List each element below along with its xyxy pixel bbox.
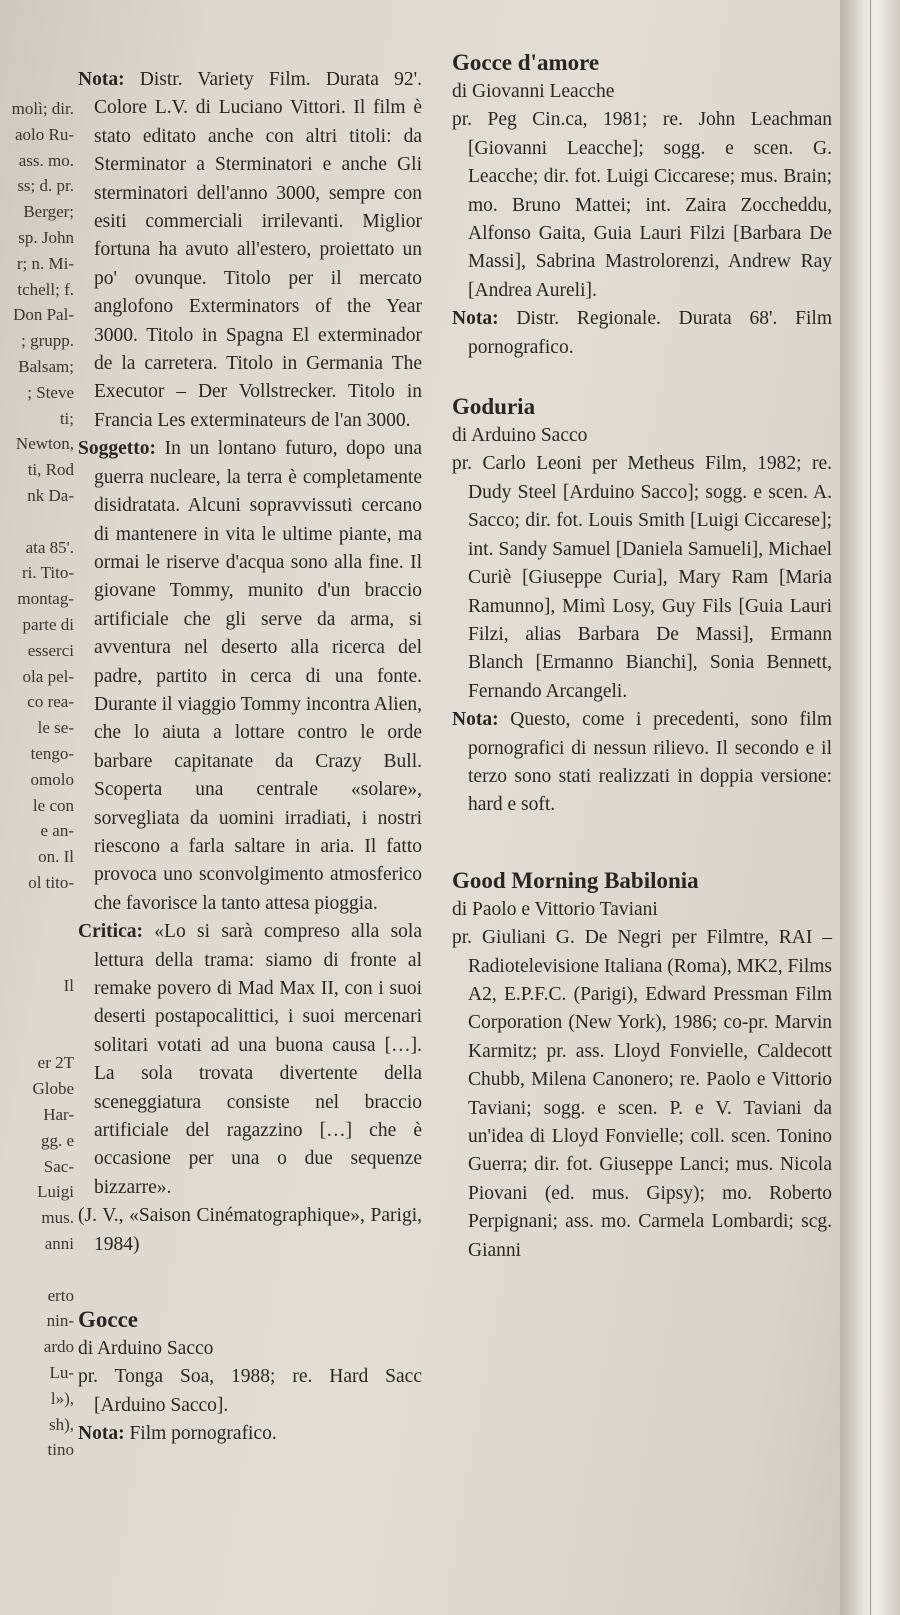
margin-line: ti; <box>59 408 74 428</box>
margin-line <box>0 1257 74 1283</box>
margin-line: e an- <box>40 821 74 841</box>
entry-nota-gocce: Nota: Film pornografico. <box>78 1423 277 1445</box>
margin-line: ti, Rod <box>27 460 74 480</box>
margin-line: omolo <box>30 769 74 789</box>
margin-line: ola pel- <box>22 666 74 686</box>
margin-line: le con <box>32 795 74 815</box>
margin-line: montag- <box>17 589 74 609</box>
margin-line: ; grupp. <box>21 331 74 351</box>
margin-line: ol tito- <box>28 872 74 892</box>
margin-line <box>0 922 74 948</box>
entry-credits-goduria: pr. Carlo Leoni per Metheus Film, 1982; re. Dudy Steel [Arduino Sacco]; sogg. e scen. A. Sacco; dir. fot. Louis Smith [Luigi Ciccarese]; int. Sandy Samuel [Daniela Samueli], Michael Curiè [Giuseppe Curia], Mary Ram [Maria Ramunno], Mimì Losy, Guy Fils [Guia Lauri Filzi, alias Barbara De Massi], Ermann Blanch [Ermanno Bianchi], Sonia Bennett, Fernando Arcangeli. <box>452 453 832 702</box>
soggetto-paragraph: Soggetto: In un lontano futuro, dopo una guerra nucleare, la terra è completamente disidratata. Alcuni sopravvissuti cercano di mantenere in vita le ultime piante, ma ormai le riserve d'acqua sono alla fine. Il giovane Tommy, munito d'un braccio artificiale che gli serve da arma, si avventura nel deserto alla ricerca del padre, partito in cerca di una fonte. Durante il viaggio Tommy incontra Alien, che lo aiuta a lottare contro le orde barbare capitanate da Crazy Bull. Scoperta una centrale «solare», sorvegliata da uomini irradiati, i nostri riescono a farla saltare in aria. Il fatto provoca uno sconvolgimento atmosferico che favorisce la tanto attesa pioggia. <box>78 438 423 914</box>
entry-title-gocce: Gocce <box>78 1307 139 1333</box>
margin-line: tino <box>47 1440 74 1460</box>
middle-column <box>78 66 422 1449</box>
margin-line: aolo Ru- <box>14 124 74 144</box>
margin-line: sh), <box>48 1414 74 1434</box>
margin-line: Balsam; <box>18 356 74 376</box>
entry-title-goduria: Goduria <box>452 394 536 420</box>
margin-line: Newton, <box>15 434 74 454</box>
entry-director-gocce-damore: di Giovanni Leacche <box>452 81 615 102</box>
right-column <box>452 48 832 1265</box>
margin-line: Lu- <box>49 1363 74 1383</box>
entry-director-goduria: di Arduino Sacco <box>452 425 588 447</box>
margin-line: mus. <box>41 1208 74 1228</box>
margin-line: Sac- <box>43 1156 74 1176</box>
margin-line: ass. mo. <box>18 150 74 170</box>
margin-line: Don Pal- <box>13 305 74 325</box>
margin-line: on. Il <box>38 847 74 867</box>
margin-line: ss; d. pr. <box>17 176 74 196</box>
entry-title-gocce-damore: Gocce d'amore <box>452 50 600 75</box>
margin-line <box>0 1025 74 1051</box>
citation: (J. V., «Saison Cinématographique», Parigi, 1984) <box>78 1205 422 1255</box>
margin-line: ri. Tito- <box>22 563 74 583</box>
margin-line: le se- <box>37 718 74 738</box>
margin-line: nin- <box>46 1311 74 1331</box>
previous-page-margin-text <box>0 96 74 1463</box>
entry-nota-goduria: Nota: Questo, come i precedenti, sono film pornografici di nessun rilievo. Il secondo e il terzo sono stati realizzati in doppia versione: hard e soft. <box>452 709 832 816</box>
margin-line: ardo <box>43 1337 74 1357</box>
margin-line: parte di <box>22 614 74 634</box>
margin-line: molì; dir. <box>11 99 74 118</box>
margin-line: tchell; f. <box>17 279 74 299</box>
margin-line: gg. e <box>40 1130 74 1150</box>
margin-line: Har- <box>43 1105 74 1125</box>
nota-paragraph: Nota: Distr. Variety Film. Durata 92'. Colore L.V. di Luciano Vittori. Il film è stato editato anche con altri titoli: da Sterminator a Sterminatori e anche Gli sterminatori dell'anno 3000, sempre con esiti commerciali irrilevanti. Miglior fortuna ha avuto all'estero, proiettato un po' ovunque. Titolo per il mercato anglofono Exterminators of the Year 3000. Titolo in Spagna El exterminador de la carretera. Titolo in Germania The Executor – Der Vollstrecker. Titolo in Francia Les exterminateurs de l'an 3000. <box>78 69 422 431</box>
margin-line <box>0 947 74 973</box>
margin-line: r; n. Mi- <box>16 253 74 273</box>
margin-line: Luigi <box>37 1182 74 1202</box>
entry-credits-gocce: pr. Tonga Soa, 1988; re. Hard Sacc [Arduino Sacco]. <box>78 1366 422 1416</box>
margin-line: Berger; <box>23 202 74 222</box>
margin-line <box>0 509 74 535</box>
margin-line: Il <box>63 976 74 996</box>
margin-line: tengo- <box>30 743 74 763</box>
entry-director-gocce: di Arduino Sacco <box>78 1338 214 1360</box>
margin-line: l»), <box>50 1388 74 1408</box>
margin-line: er 2T <box>37 1053 74 1073</box>
margin-line: co rea- <box>27 692 74 712</box>
margin-line: ; Steve <box>27 382 74 402</box>
entry-title-good-morning-babilonia: Good Morning Babilonia <box>452 867 699 893</box>
margin-line: erto <box>47 1285 74 1305</box>
entry-credits-gocce-damore: pr. Peg Cin.ca, 1981; re. John Leachman [Giovanni Leacche]; sogg. e scen. G. Leacche; dir. fot. Luigi Ciccarese; mus. Brain; mo. Bruno Mattei; int. Zaira Zoccheddu, Alfonso Gaita, Guia Lauri Filzi [Barbara De Massi], Sabrina Mastrolorenzi, Andrew Ray [Andrea Aureli]. <box>452 109 832 301</box>
book-spine <box>840 0 900 1615</box>
entry-director-good-morning-babilonia: di Paolo e Vittorio Taviani <box>452 898 658 920</box>
margin-line: nk Da- <box>27 485 74 505</box>
margin-line <box>0 999 74 1025</box>
entry-nota-gocce-damore: Nota: Distr. Regionale. Durata 68'. Film pornografico. <box>452 308 832 358</box>
margin-line: anni <box>44 1234 74 1254</box>
entry-credits-good-morning-babilonia: pr. Giuliani G. De Negri per Filmtre, RAI – Radiotelevisione Italiana (Roma), MK2, Films A2, E.P.F.C. (Parigi), Edward Pressman Film Corporation (New York), 1986; co-pr. Marvin Karmitz; pr. ass. Lloyd Fonvielle, Caldecott Chubb, Milena Canonero; re. Paolo e Vittorio Taviani; sogg. e scen. P. e V. Taviani da un'idea di Lloyd Fonvielle; coll. scen. Tonino Guerra; dir. fot. Giuseppe Lanci; mus. Nicola Piovani (ed. mus. Gipsy); mo. Roberto Perpignani; ass. mo. Carmela Lombardi; scg. Gianni <box>452 927 832 1261</box>
critica-paragraph: Critica: «Lo si sarà compreso alla sola lettura della trama: siamo di fronte al remake povero di Mad Max II, con i suoi deserti postapocalittici, i suoi mercenari solitari votati ad una buona causa […]. La sola trovata divertente della sceneggiatura consiste nel braccio artificiale del ragazzino […] che è occasione per una o due sequenze bizzarre». <box>78 921 422 1198</box>
margin-line: esserci <box>27 640 74 660</box>
margin-line: ata 85'. <box>25 537 74 557</box>
margin-line: Globe <box>32 1079 74 1099</box>
margin-line <box>0 896 74 922</box>
margin-line: sp. John <box>18 227 74 247</box>
